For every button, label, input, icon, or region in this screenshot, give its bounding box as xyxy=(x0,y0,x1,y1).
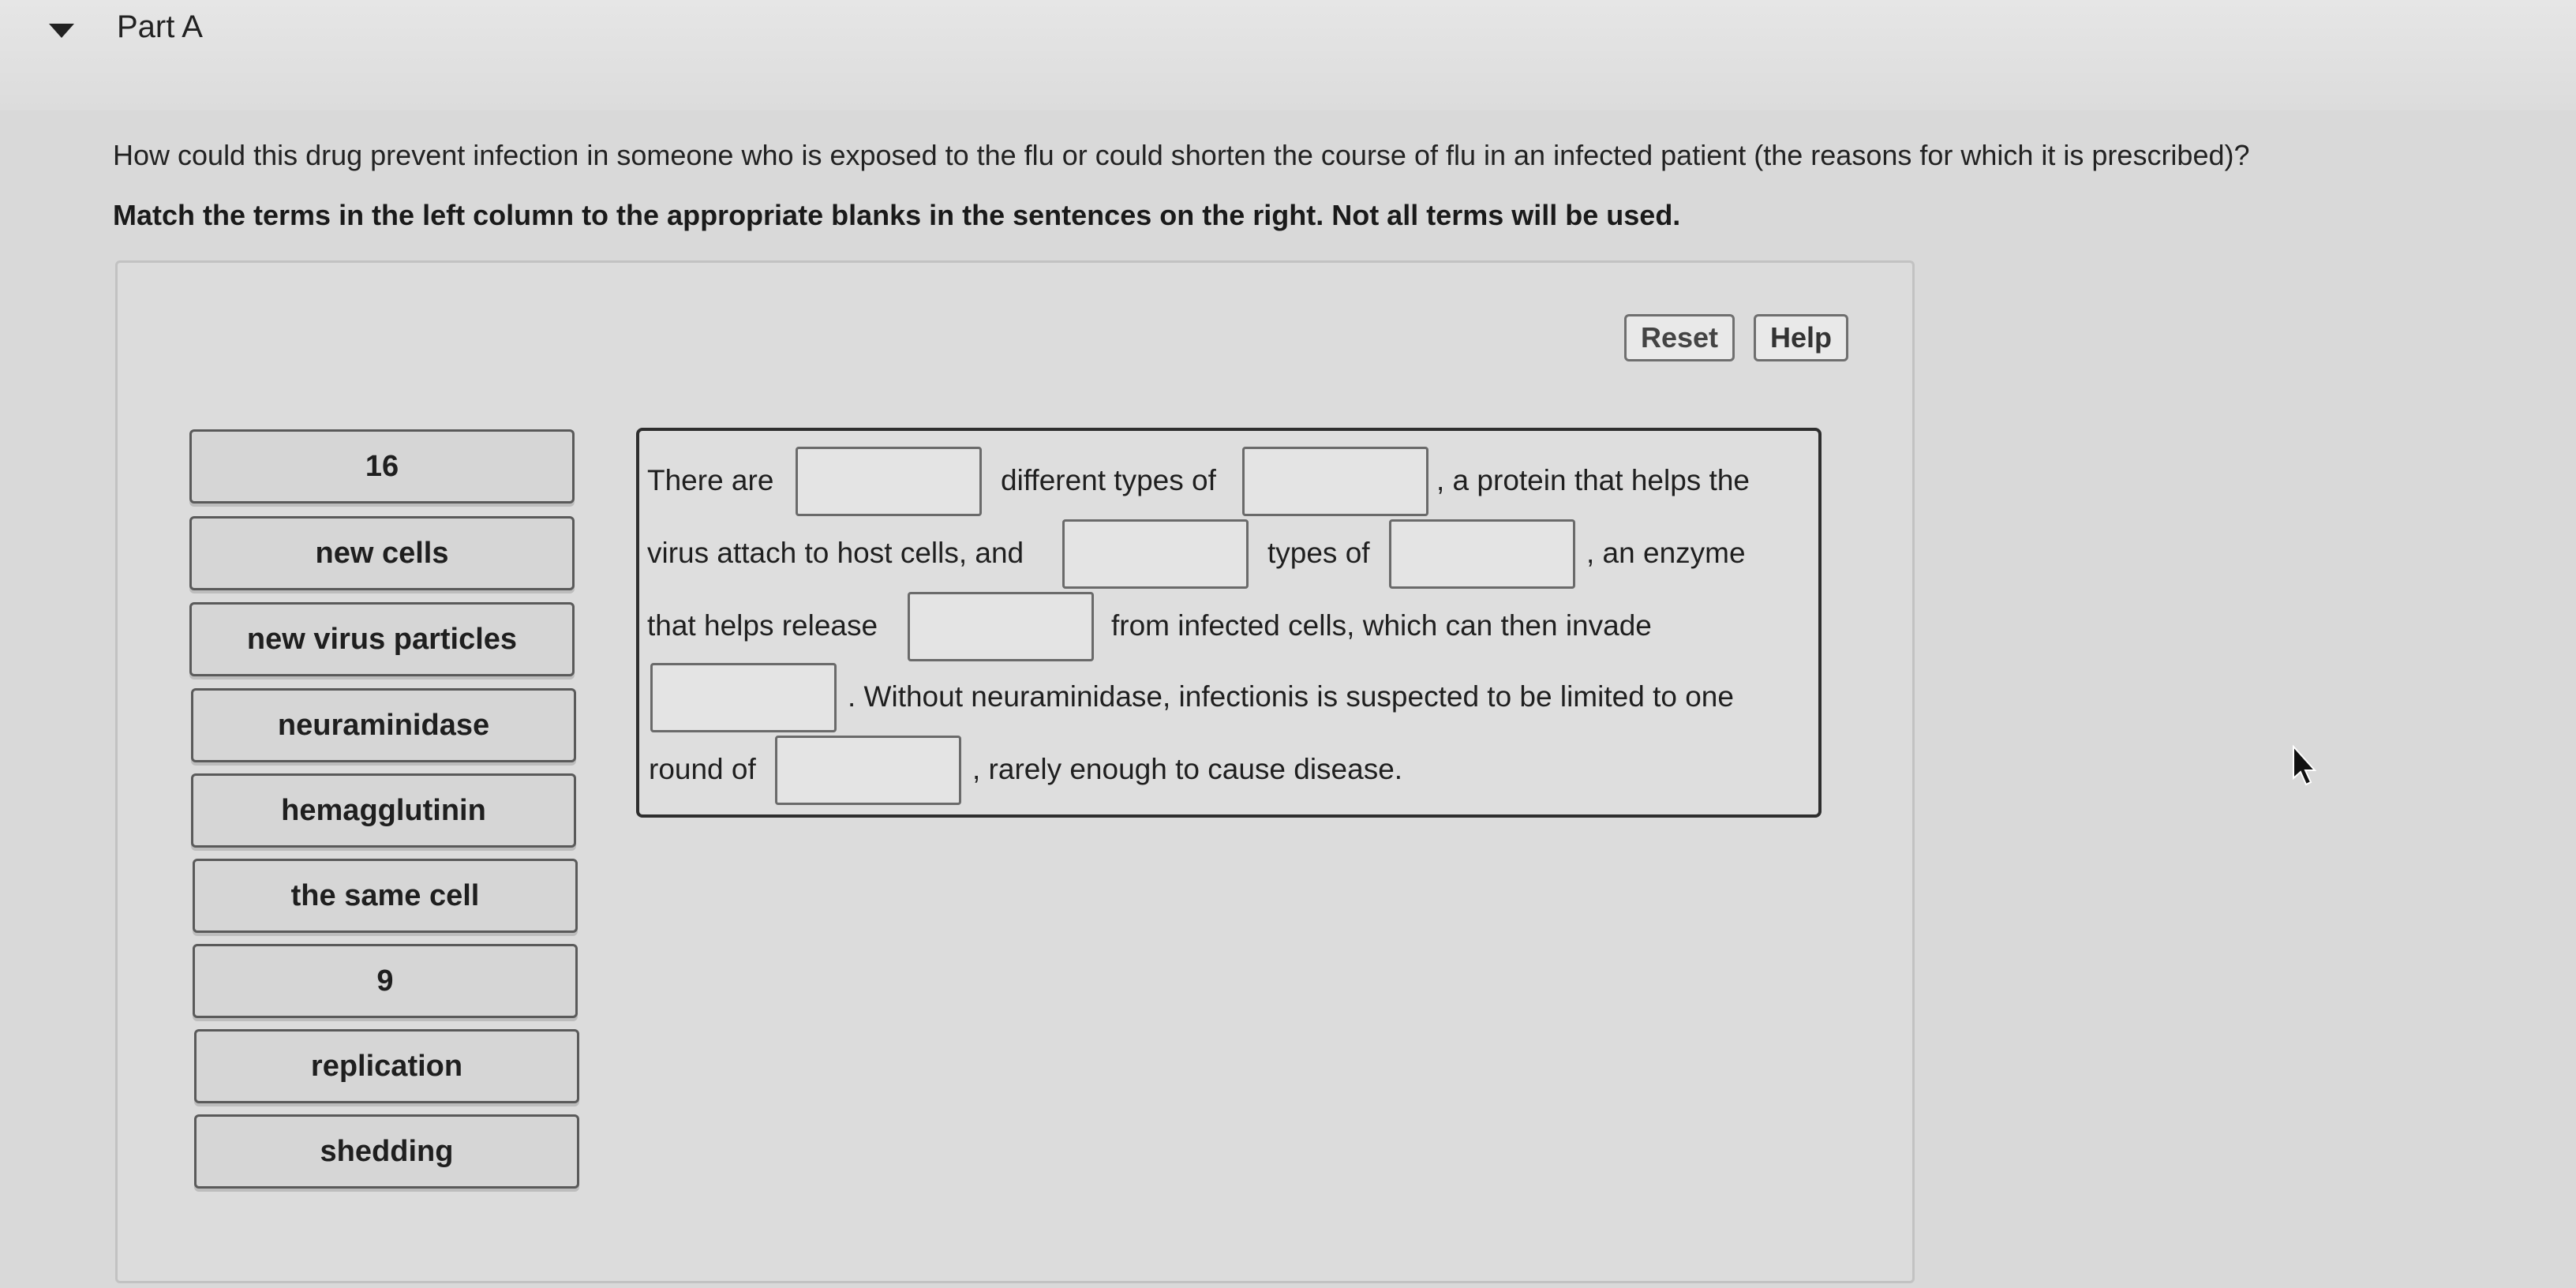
term-9[interactable]: 9 xyxy=(193,944,578,1018)
blank-3[interactable] xyxy=(1062,519,1249,589)
instruction-text: Match the terms in the left column to the appropriate blanks in the sentences on the right. Not all terms will be used. xyxy=(113,199,1681,231)
sentence-text: , an enzyme xyxy=(1586,537,1746,569)
term-neuraminidase[interactable]: neuraminidase xyxy=(191,688,576,762)
sentence-text: that helps release xyxy=(647,609,878,642)
term-new-virus-particles[interactable]: new virus particles xyxy=(189,602,575,676)
sentence-text: from infected cells, which can then invade xyxy=(1111,609,1652,642)
question-text: How could this drug prevent infection in someone who is exposed to the flu or could shorten the course of flu in an infected patient (the reasons for which it is prescribed)? xyxy=(113,139,2250,171)
caret-down-icon[interactable] xyxy=(49,24,74,38)
part-title[interactable]: Part A xyxy=(117,9,203,44)
term-shedding[interactable]: shedding xyxy=(194,1114,579,1189)
mouse-cursor-icon xyxy=(2287,745,2319,789)
blank-5[interactable] xyxy=(908,592,1094,661)
blank-2[interactable] xyxy=(1242,447,1428,516)
blank-1[interactable] xyxy=(796,447,982,516)
sentence-text: , a protein that helps the xyxy=(1436,464,1750,496)
blank-7[interactable] xyxy=(775,736,961,805)
help-button[interactable]: Help xyxy=(1754,314,1848,361)
blank-4[interactable] xyxy=(1389,519,1575,589)
term-16[interactable]: 16 xyxy=(189,429,575,504)
sentence-text: . Without neuraminidase, infectionis is suspected to be limited to one xyxy=(848,680,1734,713)
sentence-text: , rarely enough to cause disease. xyxy=(972,753,1403,785)
part-header[interactable] xyxy=(0,0,2576,110)
term-the-same-cell[interactable]: the same cell xyxy=(193,859,578,933)
term-hemagglutinin[interactable]: hemagglutinin xyxy=(191,773,576,848)
blank-6[interactable] xyxy=(650,663,837,732)
sentence-text: round of xyxy=(649,753,756,785)
sentence-text: virus attach to host cells, and xyxy=(647,537,1024,569)
reset-button[interactable]: Reset xyxy=(1624,314,1735,361)
term-new-cells[interactable]: new cells xyxy=(189,516,575,590)
sentence-text: There are xyxy=(647,464,774,496)
sentence-text: different types of xyxy=(1001,464,1216,496)
term-replication[interactable]: replication xyxy=(194,1029,579,1103)
sentence-text: types of xyxy=(1267,537,1370,569)
